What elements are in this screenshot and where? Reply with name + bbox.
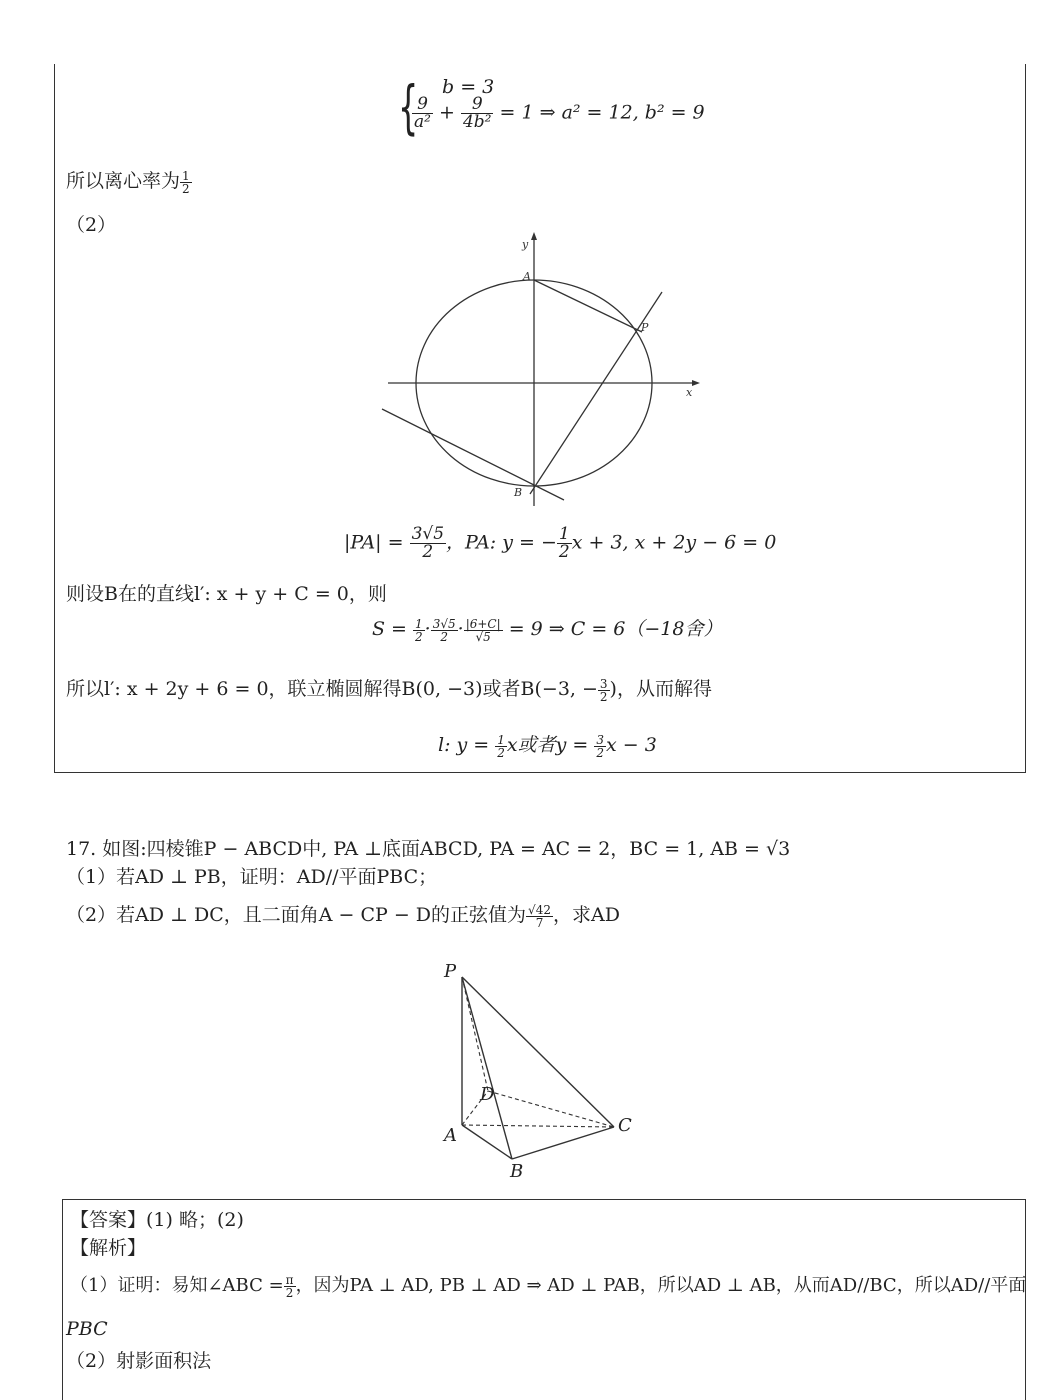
vertex-C-label: C (618, 1115, 632, 1136)
frac-final-2: $\frac{3}{2}$ (596, 732, 605, 760)
eccentricity-line: 所以离心率为 $\frac{1}{2}$ (66, 168, 190, 196)
system-line-2: $\frac{9}{\text{a²}}$ + $\frac{9}{\text{4b²}}$ = 1 ⇒ a² = 12, b² = 9 (414, 94, 705, 132)
area-equation: S = $\frac{1}{2}$ · $\frac{3√5}{2}$ · $\frac{|6+C|}{√5}$ = 9 ⇒ C = 6（−18舍） (372, 616, 723, 644)
y-axis-label: y (522, 238, 529, 251)
frac-area-2: $\frac{3√5}{2}$ (432, 616, 456, 644)
frac-sqrt42-7: $\frac{√42}{7}$ (528, 902, 551, 930)
y-axis-arrow (531, 232, 537, 240)
pa-equation: |PA| = $\frac{3√5}{2}$ ，PA: y = − $\frac{1}{2}$ x + 3, x + 2y − 6 = 0 (344, 524, 777, 562)
edge-BC (512, 1127, 614, 1159)
frac-9-a2: $\frac{9}{\text{a²}}$ (414, 94, 431, 132)
x-axis-label: x (686, 386, 693, 399)
frac-3sqrt5-2: $\frac{3√5}{2}$ (411, 524, 445, 562)
point-P-label: P (641, 321, 649, 334)
edge-PD (462, 977, 488, 1091)
frac-3-2-b: $\frac{3}{2}$ (599, 676, 608, 704)
x-axis-arrow (692, 380, 700, 386)
left-brace: { (398, 73, 419, 141)
vertex-D-label: D (480, 1084, 495, 1105)
answer-line: 【答案】(1) 略；(2) (70, 1209, 244, 1231)
line-AP (534, 280, 642, 332)
edge-PB (462, 977, 512, 1159)
proof-continuation: PBC (66, 1318, 108, 1340)
pyramid-figure (430, 955, 650, 1185)
method-line: （2）射影面积法 (66, 1350, 212, 1372)
line-l2-text: 所以l′: x + 2y + 6 = 0，联立椭圆解得B(0, −3)或者B(−3, − $\frac{3}{2}$ )，从而解得 (66, 676, 712, 704)
frac-1-2-slope: $\frac{1}{2}$ (558, 524, 570, 562)
frac-final-1: $\frac{1}{2}$ (497, 732, 505, 760)
part-2-label: （2） (66, 214, 117, 236)
vertex-B-label: B (510, 1161, 524, 1182)
frac-pi-2: $\frac{\pi}{2}$ (285, 1272, 294, 1300)
frac-9-4b2: $\frac{9}{\text{4b²}}$ (462, 94, 492, 132)
frac-1-2: $\frac{1}{2}$ (182, 168, 190, 196)
line-l-prime-text: 则设B在的直线l′: x + y + C = 0，则 (66, 583, 387, 605)
final-l-equation: l: y = $\frac{1}{2}$ x或者y = $\frac{3}{2}$ x − 3 (438, 732, 657, 760)
edge-AC (462, 1125, 614, 1127)
analysis-label: 【解析】 (70, 1237, 147, 1259)
frac-area-1: $\frac{1}{2}$ (415, 616, 423, 644)
point-B-label: B (514, 486, 523, 499)
equation-system (398, 72, 728, 142)
line-l-prime (382, 409, 564, 500)
vertex-P-label: P (444, 961, 457, 982)
vertex-A-label: A (444, 1125, 457, 1146)
problem-17-q1: （1）若AD ⊥ PB，证明：AD//平面PBC； (66, 866, 438, 888)
system-line-1: b = 3 (442, 76, 495, 98)
ellipse-figure (370, 232, 710, 512)
point-A-label: A (523, 270, 531, 283)
proof-line: （1）证明：易知∠ABC = $\frac{\pi}{2}$ ，因为PA ⊥ AD, PB ⊥ AD ⇒ AD ⊥ PAB，所以AD ⊥ AB，从而AD//BC，所以AD//平面 (70, 1272, 1027, 1300)
problem-17-q2: （2）若AD ⊥ DC，且二面角A − CP − D的正弦值为 $\frac{√42}{7}$ ，求AD (66, 902, 620, 930)
frac-area-3: $\frac{|6+C|}{√5}$ (465, 616, 501, 644)
problem-17-stem: 17. 如图:四棱锥P − ABCD中, PA ⊥底面ABCD, PA = AC = 2，BC = 1, AB = √3 (66, 838, 791, 860)
